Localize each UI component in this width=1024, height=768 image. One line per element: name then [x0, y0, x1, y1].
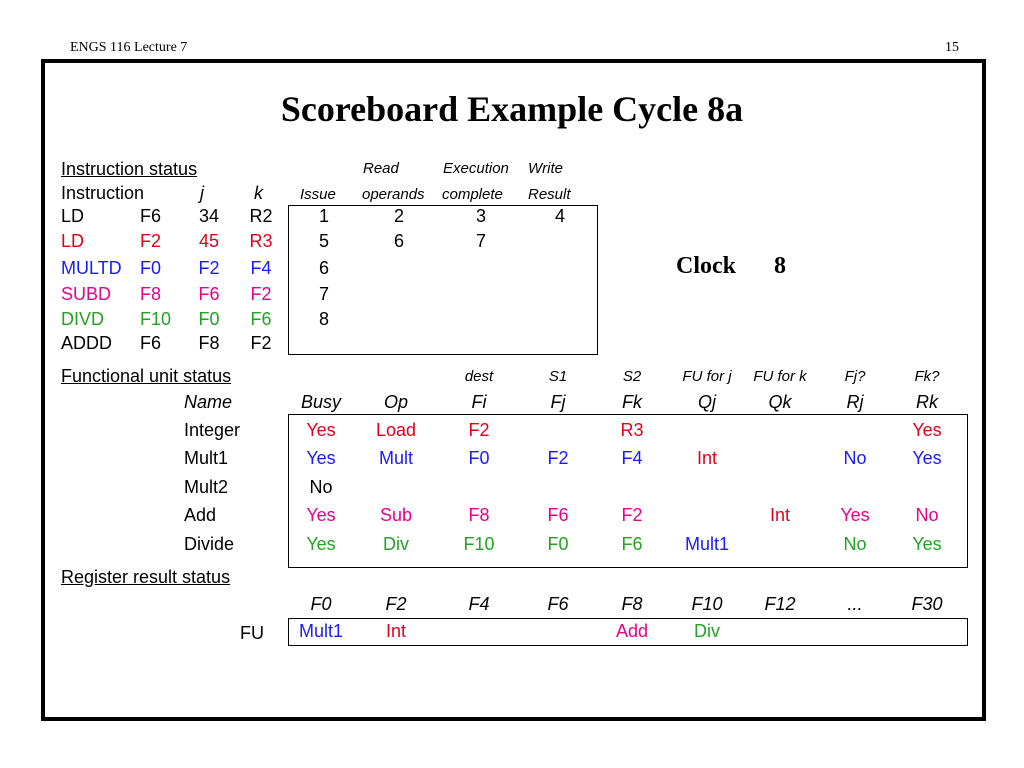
instr-k: F6: [250, 309, 272, 329]
k-header: k: [254, 183, 263, 203]
register-header: F2: [385, 594, 407, 614]
fu-top-header-fk_q: Fk?: [914, 368, 940, 385]
instruction-status-box: [288, 205, 598, 355]
instr-j: F2: [198, 258, 220, 278]
instr-op: LD: [61, 231, 85, 251]
fu-cell-fi: F2: [468, 420, 490, 440]
fu-header-busy: Busy: [300, 392, 342, 412]
j-header: j: [200, 183, 204, 203]
register-header: ...: [847, 594, 863, 614]
instr-issue: 1: [318, 206, 329, 226]
instr-j: 34: [198, 206, 220, 226]
fu-cell-fj: F0: [547, 534, 569, 554]
instr-dest: F8: [140, 284, 162, 304]
instruction-header: Instruction: [61, 183, 145, 203]
fu-top-header-dest: dest: [464, 368, 494, 385]
fu-cell-busy: Yes: [306, 420, 336, 440]
fu-header-rk: Rk: [916, 392, 938, 412]
instr-op: LD: [61, 206, 85, 226]
fu-row-name: Mult2: [184, 477, 229, 497]
register-fu-cell: Div: [694, 621, 720, 641]
fu-header-qj: Qj: [698, 392, 716, 412]
instr-issue: 8: [318, 309, 329, 329]
instr-k: R3: [249, 231, 273, 251]
read-header-top: Read: [363, 160, 399, 177]
fu-cell-fk: F6: [621, 534, 643, 554]
fu-row-name: Integer: [184, 420, 241, 440]
lecture-header: ENGS 116 Lecture 7: [70, 40, 188, 55]
register-header: F30: [911, 594, 943, 614]
instr-j: F8: [198, 333, 220, 353]
fu-cell-op: Div: [383, 534, 409, 554]
register-result-status-label: Register result status: [61, 567, 231, 587]
register-header: F12: [764, 594, 796, 614]
fu-cell-fk: F4: [621, 448, 643, 468]
fu-cell-busy: No: [309, 477, 333, 497]
fu-header-op: Op: [383, 392, 408, 412]
register-header: F6: [547, 594, 569, 614]
exec-header-top: Execution: [443, 160, 509, 177]
fu-row-name: Mult1: [184, 448, 229, 468]
clock-label: Clock: [676, 253, 736, 279]
fu-top-header-fj_q: Fj?: [844, 368, 866, 385]
fu-header-rj: Rj: [846, 392, 864, 412]
fu-cell-rk: Yes: [912, 420, 942, 440]
instr-dest: F6: [140, 333, 162, 353]
fu-row-label: FU: [240, 623, 264, 643]
instr-k: F2: [250, 284, 272, 304]
fu-top-header-fu_k: FU for k: [753, 368, 807, 385]
instruction-status-label: Instruction status: [61, 159, 198, 179]
instr-k: R2: [249, 206, 273, 226]
clock-value: 8: [774, 253, 786, 279]
fu-cell-op: Sub: [379, 505, 413, 525]
page-number: 15: [945, 40, 959, 55]
instr-op: ADDD: [61, 333, 113, 353]
fu-cell-op: Mult: [378, 448, 413, 468]
slide-title: Scoreboard Example Cycle 8a: [280, 89, 744, 129]
fu-cell-rk: Yes: [912, 534, 942, 554]
instr-exec: 3: [475, 206, 486, 226]
fu-cell-qk: Int: [769, 505, 790, 525]
fu-cell-op: Load: [375, 420, 417, 440]
fu-cell-busy: Yes: [306, 505, 336, 525]
instr-dest: F10: [140, 309, 172, 329]
fu-row-name: Add: [184, 505, 217, 525]
fu-header-fi: Fi: [471, 392, 487, 412]
write-header-bottom: Result: [528, 186, 571, 203]
fu-cell-fk: R3: [620, 420, 644, 440]
fu-cell-qj: Mult1: [684, 534, 729, 554]
fu-cell-rj: No: [843, 534, 867, 554]
instr-read: 6: [393, 231, 404, 251]
instr-dest: F6: [140, 206, 162, 226]
instr-dest: F0: [140, 258, 162, 278]
fu-top-header-fu_j: FU for j: [682, 368, 732, 385]
fu-cell-fi: F8: [468, 505, 490, 525]
fu-top-header-s1: S1: [548, 368, 568, 385]
fu-cell-qj: Int: [696, 448, 717, 468]
fu-cell-busy: Yes: [306, 448, 336, 468]
instr-issue: 7: [318, 284, 329, 304]
instr-j: 45: [198, 231, 220, 251]
fu-header-name: Name: [184, 392, 233, 412]
fu-cell-rk: Yes: [912, 448, 942, 468]
fu-cell-rj: Yes: [840, 505, 870, 525]
instr-j: F0: [198, 309, 220, 329]
instr-j: F6: [198, 284, 220, 304]
register-fu-cell: Add: [615, 621, 649, 641]
instr-op: SUBD: [61, 284, 112, 304]
instr-issue: 6: [318, 258, 329, 278]
write-header-top: Write: [528, 160, 563, 177]
fu-cell-rj: No: [843, 448, 867, 468]
fu-header-fj: Fj: [550, 392, 566, 412]
fu-cell-fj: F2: [547, 448, 569, 468]
fu-cell-fi: F0: [468, 448, 490, 468]
register-fu-cell: Int: [385, 621, 406, 641]
register-header: F0: [310, 594, 332, 614]
instr-exec: 7: [475, 231, 486, 251]
instr-write: 4: [554, 206, 565, 226]
read-header-bottom: operands: [362, 186, 425, 203]
instr-read: 2: [393, 206, 404, 226]
instr-issue: 5: [318, 231, 329, 251]
fu-cell-rk: No: [915, 505, 939, 525]
instr-op: DIVD: [61, 309, 105, 329]
fu-header-qk: Qk: [768, 392, 792, 412]
fu-header-fk: Fk: [622, 392, 642, 412]
instr-k: F2: [250, 333, 272, 353]
fu-cell-fj: F6: [547, 505, 569, 525]
register-header: F4: [468, 594, 490, 614]
register-header: F10: [691, 594, 723, 614]
issue-header: Issue: [300, 186, 336, 203]
instr-dest: F2: [140, 231, 162, 251]
fu-cell-busy: Yes: [306, 534, 336, 554]
exec-header-bottom: complete: [442, 186, 503, 203]
fu-cell-fk: F2: [621, 505, 643, 525]
instr-op: MULTD: [61, 258, 122, 278]
fu-cell-fi: F10: [463, 534, 495, 554]
functional-unit-status-label: Functional unit status: [61, 366, 232, 386]
fu-top-header-s2: S2: [622, 368, 642, 385]
register-fu-cell: Mult1: [298, 621, 343, 641]
instr-k: F4: [250, 258, 272, 278]
register-header: F8: [621, 594, 643, 614]
fu-row-name: Divide: [184, 534, 235, 554]
